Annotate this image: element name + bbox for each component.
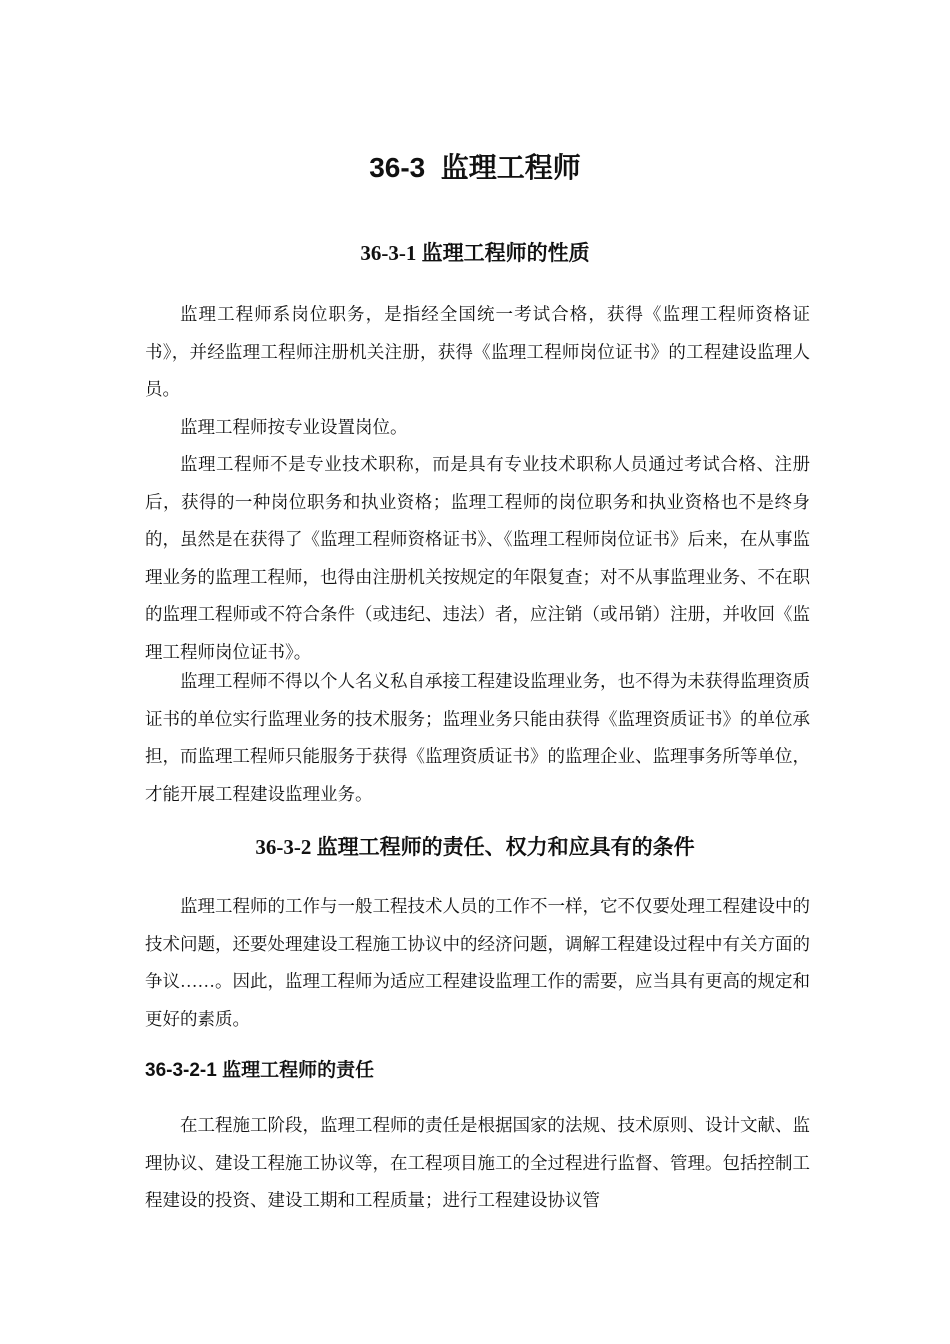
section-heading-36-3-2: 36-3-2 监理工程师的责任、权力和应具有的条件 (255, 835, 695, 859)
document-title: 36-3 监理工程师 (369, 152, 581, 183)
section-heading-36-3-2-1: 36-3-2-1 监理工程师的责任 (145, 1060, 375, 1081)
paragraph-nature-qualification: 监理工程师不是专业技术职称，而是具有专业技术职称人员通过考试合格、注册后，获得的一种岗位职务和执业资格；监理工程师的岗位职务和执业资格也不是终身的，虽然是在获得了《监理工程师资格证书》、《监理工程师岗位证书》后来，在从事监理业务的监理工程师，也得由注册机关按规定的年限复查；对不从事监理业务、不在职的监理工程师或不符合条件（或违纪、违法）者，应注销（或吊销）注册，并收回《监理工程师岗位证书》。 (145, 454, 810, 662)
paragraph-nature-positions: 监理工程师按专业设置岗位。 (180, 417, 408, 437)
paragraph-responsibility-detail: 在工程施工阶段，监理工程师的责任是根据国家的法规、技术原则、设计文献、监理协议、建设工程施工协议等，在工程项目施工的全过程进行监督、管理。包括控制工程建设的投资、建设工期和工程质量；进行工程建设协议管 (145, 1115, 810, 1210)
paragraph-nature-restrictions: 监理工程师不得以个人名义私自承接工程建设监理业务，也不得为未获得监理资质证书的单位实行监理业务的技术服务；监理业务只能由获得《监理资质证书》的单位承担，而监理工程师只能服务于获得《监理资质证书》的监理企业、监理事务所等单位，才能开展工程建设监理业务。 (145, 671, 810, 804)
paragraph-responsibility-intro: 监理工程师的工作与一般工程技术人员的工作不一样，它不仅要处理工程建设中的技术问题，还要处理建设工程施工协议中的经济问题，调解工程建设过程中有关方面的争议……。因此，监理工程师为适应工程建设监理工作的需要，应当具有更高的规定和更好的素质。 (145, 896, 810, 1029)
paragraph-nature-definition: 监理工程师系岗位职务，是指经全国统一考试合格，获得《监理工程师资格证书》，并经监理工程师注册机关注册，获得《监理工程师岗位证书》的工程建设监理人员。 (145, 304, 810, 399)
section-heading-36-3-1: 36-3-1 监理工程师的性质 (360, 241, 590, 265)
